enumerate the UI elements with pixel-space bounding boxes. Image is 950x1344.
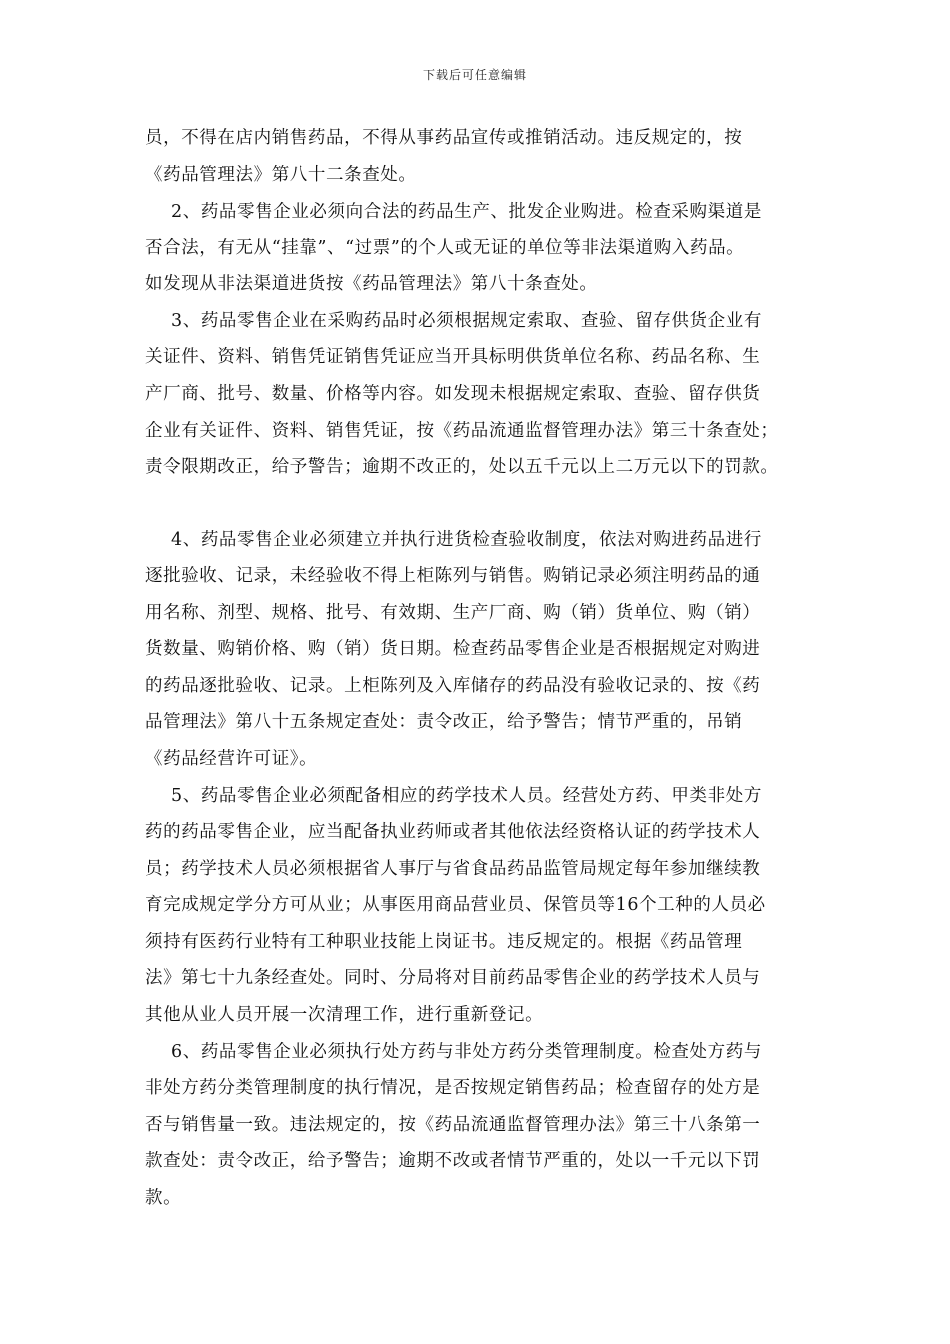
text-line: 非处方药分类管理制度的执行情况，是否按规定销售药品；检查留存的处方是 <box>145 1078 761 1098</box>
text-line: 逐批验收、记录，未经验收不得上柜陈列与销售。购销记录必须注明药品的通 <box>145 566 761 586</box>
text-line: 《药品经营许可证》。 <box>145 749 318 769</box>
text-line: 关证件、资料、销售凭证销售凭证应当开具标明供货单位名称、药品名称、生 <box>145 347 761 367</box>
text-line: 货数量、购销价格、购（销）货日期。检查药品零售企业是否根据规定对购进 <box>145 639 761 659</box>
text-line: 的药品逐批验收、记录。上柜陈列及入库储存的药品没有验收记录的、按《药 <box>145 676 761 696</box>
text-line: 药的药品零售企业，应当配备执业药师或者其他依法经资格认证的药学技术人 <box>145 822 761 842</box>
text-line: 《药品管理法》第八十二条查处。 <box>145 165 417 185</box>
text-line: 用名称、剂型、规格、批号、有效期、生产厂商、购（销）货单位、购（销） <box>145 603 761 623</box>
text-line: 企业有关证件、资料、销售凭证，按《药品流通监督管理办法》第三十条查处； <box>145 421 779 441</box>
text-line: 育完成规定学分方可从业；从事医用商品营业员、保管员等16个工种的人员必 <box>145 895 766 915</box>
text-line: 员，不得在店内销售药品，不得从事药品宣传或推销活动。违反规定的，按 <box>145 128 743 148</box>
text-line: 款。 <box>145 1188 182 1208</box>
text-line: 其他从业人员开展一次清理工作，进行重新登记。 <box>145 1005 544 1025</box>
text-line: 否与销售量一致。违法规定的，按《药品流通监督管理办法》第三十八条第一 <box>145 1115 761 1135</box>
text-line: 产厂商、批号、数量、价格等内容。如发现未根据规定索取、查验、留存供货 <box>145 384 761 404</box>
text-line: 员；药学技术人员必须根据省人事厅与省食品药品监管局规定每年参加继续教 <box>145 859 761 879</box>
text-line: 须持有医药行业特有工种职业技能上岗证书。违反规定的。根据《药品管理 <box>145 932 743 952</box>
text-line: 责令限期改正，给予警告；逾期不改正的，处以五千元以上二万元以下的罚款。 <box>145 457 779 477</box>
paragraph-6-start: 6、药品零售企业必须执行处方药与非处方药分类管理制度。检查处方药与 <box>171 1042 762 1062</box>
paragraph-3-start: 3、药品零售企业在采购药品时必须根据规定索取、查验、留存供货企业有 <box>171 311 762 331</box>
text-line: 法》第七十九条经查处。同时、分局将对目前药品零售企业的药学技术人员与 <box>145 968 761 988</box>
text-line: 款查处：责令改正，给予警告；逾期不改或者情节严重的，处以一千元以下罚 <box>145 1151 761 1171</box>
page-header: 下载后可任意编辑 <box>422 68 527 82</box>
text-line: 品管理法》第八十五条规定查处：责令改正，给予警告；情节严重的，吊销 <box>145 712 743 732</box>
paragraph-5-start: 5、药品零售企业必须配备相应的药学技术人员。经营处方药、甲类非处方 <box>171 786 762 806</box>
text-line: 如发现从非法渠道进货按《药品管理法》第八十条查处。 <box>145 274 598 294</box>
paragraph-2-start: 2、药品零售企业必须向合法的药品生产、批发企业购进。检查采购渠道是 <box>171 202 762 222</box>
text-line: 否合法，有无从“挂靠”、“过票”的个人或无证的单位等非法渠道购入药品。 <box>145 238 745 258</box>
paragraph-4-start: 4、药品零售企业必须建立并执行进货检查验收制度，依法对购进药品进行 <box>171 530 762 550</box>
